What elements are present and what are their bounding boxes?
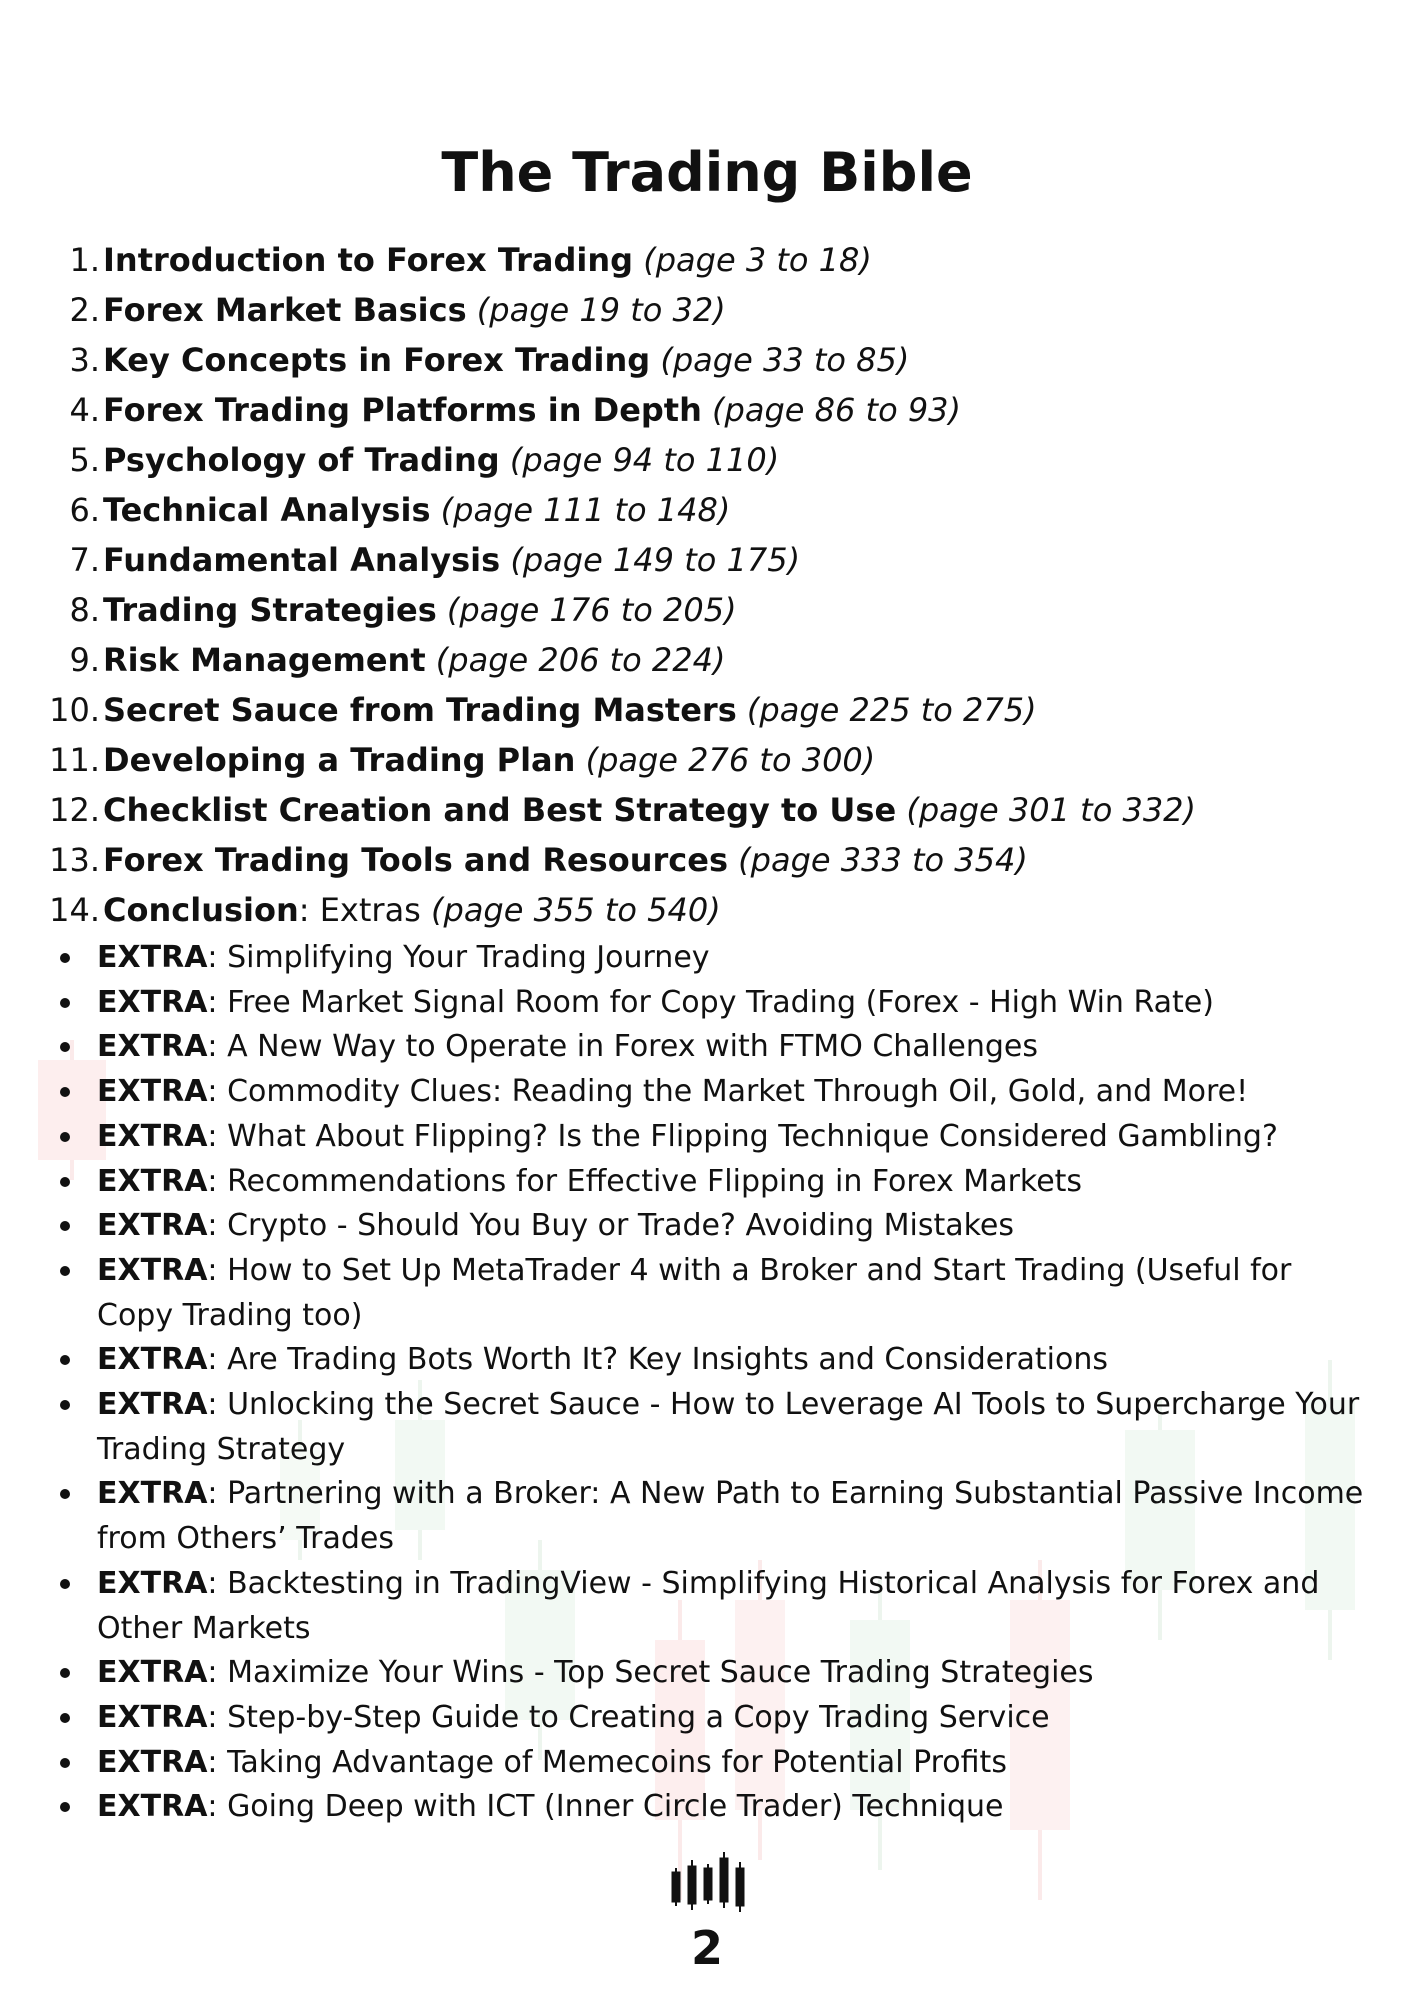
toc-item-title: Introduction to Forex Trading: [103, 241, 634, 279]
bullet-icon: [60, 1087, 70, 1097]
toc-item-pages: (page 33 to 85): [660, 341, 910, 379]
toc-item-number: 2.: [69, 291, 100, 329]
toc-item-title: Secret Sauce from Trading Masters: [103, 691, 737, 729]
toc-item-text: [103, 685, 1037, 735]
extra-text: Backtesting in TradingView - Simplifying Historical Analysis for Forex and Other Markets: [97, 1565, 1320, 1646]
toc-item-pages: (page 3 to 18): [643, 241, 872, 279]
extra-label: EXTRA: [97, 1387, 208, 1423]
toc-item: [0, 235, 1414, 285]
toc-item-text: [103, 885, 721, 935]
toc-item-pages: (page 94 to 110): [509, 441, 780, 479]
toc-item-number: 8.: [69, 591, 100, 629]
toc-item-number: 14.: [49, 891, 100, 929]
extra-label: EXTRA: [97, 1565, 208, 1601]
toc-item-text: [103, 485, 730, 535]
toc-item-title: Trading Strategies: [103, 591, 437, 629]
bullet-icon: [60, 998, 70, 1008]
extra-label: EXTRA: [97, 1476, 208, 1512]
candlestick-logo-icon: [668, 1848, 748, 1918]
toc-item: [0, 585, 1414, 635]
toc-item-number: 3.: [69, 341, 100, 379]
toc-item-text: [103, 235, 872, 285]
toc-item: [0, 285, 1414, 335]
bullet-icon: [60, 1042, 70, 1052]
toc-item: [0, 385, 1414, 435]
extra-text: Recommendations for Effective Flipping in Forex Markets: [227, 1163, 1083, 1199]
extra-item: EXTRA: Taking Advantage of Memecoins for Potential Profits: [0, 1741, 1414, 1786]
extra-item: EXTRA: Partnering with a Broker: A New Path to Earning Substantial Passive Income from Others’ Trades: [0, 1472, 1414, 1561]
toc-item-number: 7.: [69, 541, 100, 579]
extra-text: Going Deep with ICT (Inner Circle Trader) Technique: [227, 1789, 1004, 1825]
bullet-icon: [60, 1579, 70, 1589]
extra-item: EXTRA: How to Set Up MetaTrader 4 with a Broker and Start Trading (Useful for Copy Trading too): [0, 1249, 1414, 1338]
toc-item: [0, 785, 1414, 835]
extra-item: EXTRA: Commodity Clues: Reading the Market Through Oil, Gold, and More!: [0, 1070, 1414, 1115]
extra-label: EXTRA: [97, 1655, 208, 1691]
toc-item-text: [103, 335, 909, 385]
toc-item-number: 6.: [69, 491, 100, 529]
extra-label: EXTRA: [97, 1699, 208, 1735]
extra-item: EXTRA: Free Market Signal Room for Copy Trading (Forex - High Win Rate): [0, 981, 1414, 1026]
toc-item-number: 9.: [69, 641, 100, 679]
extra-item: EXTRA: Simplifying Your Trading Journey: [0, 936, 1414, 981]
extra-item: EXTRA: What About Flipping? Is the Flipping Technique Considered Gambling?: [0, 1115, 1414, 1160]
toc-item-pages: (page 333 to 354): [738, 841, 1028, 879]
bullet-icon: [60, 1713, 70, 1723]
toc-item-pages: (page 225 to 275): [746, 691, 1037, 729]
table-of-contents: [0, 235, 1414, 935]
toc-item-title: Risk Management: [103, 641, 426, 679]
extra-label: EXTRA: [97, 1029, 208, 1065]
bullet-icon: [60, 1132, 70, 1142]
extra-text: Crypto - Should You Buy or Trade? Avoiding Mistakes: [227, 1208, 1015, 1244]
bullet-icon: [60, 953, 70, 963]
extra-label: EXTRA: [97, 1163, 208, 1199]
toc-item: [0, 335, 1414, 385]
toc-item-title: Forex Market Basics: [103, 291, 467, 329]
toc-item-title: Technical Analysis: [103, 491, 431, 529]
extra-text: A New Way to Operate in Forex with FTMO Challenges: [227, 1029, 1038, 1065]
extra-text: Simplifying Your Trading Journey: [227, 940, 710, 975]
toc-item-pages: (page 19 to 32): [476, 291, 726, 329]
extra-label: EXTRA: [97, 1342, 208, 1378]
toc-item: [0, 735, 1414, 785]
extra-text: Unlocking the Secret Sauce - How to Leverage AI Tools to Supercharge Your Trading Strategy: [97, 1387, 1360, 1467]
toc-item-pages: (page 111 to 148): [440, 491, 731, 529]
toc-item-number: 11.: [49, 741, 100, 779]
bullet-icon: [60, 1355, 70, 1365]
extra-item: EXTRA: Going Deep with ICT (Inner Circle Trader) Technique: [0, 1785, 1414, 1830]
bullet-icon: [60, 1400, 70, 1410]
toc-item-title: Developing a Trading Plan: [103, 741, 576, 779]
toc-item-extras-label: : Extras: [298, 891, 432, 929]
extra-item: EXTRA: Recommendations for Effective Flipping in Forex Markets: [0, 1160, 1414, 1205]
toc-item-title: Checklist Creation and Best Strategy to Use: [103, 791, 897, 829]
extra-label: EXTRA: [97, 1252, 208, 1288]
extra-label: EXTRA: [97, 1789, 208, 1825]
extra-item: EXTRA: Backtesting in TradingView - Simplifying Historical Analysis for Forex and Other Markets: [0, 1562, 1414, 1651]
extra-text: How to Set Up MetaTrader 4 with a Broker and Start Trading (Useful for Copy Trading too): [97, 1252, 1292, 1333]
extra-text: Step-by-Step Guide to Creating a Copy Trading Service: [227, 1699, 1050, 1735]
extra-text: Partnering with a Broker: A New Path to Earning Substantial Passive Income from Others’ Trades: [97, 1476, 1364, 1557]
extra-text: Taking Advantage of Memecoins for Potential Profits: [227, 1744, 1007, 1780]
toc-item-text: [103, 785, 1196, 835]
toc-item-number: 10.: [49, 691, 100, 729]
extra-label: EXTRA: [97, 1744, 208, 1780]
toc-item: [0, 435, 1414, 485]
toc-item-title: Conclusion: [103, 891, 299, 929]
extra-text: Maximize Your Wins - Top Secret Sauce Trading Strategies: [227, 1655, 1094, 1691]
toc-item-number: 1.: [69, 241, 100, 279]
bullet-icon: [60, 1266, 70, 1276]
extra-item: EXTRA: Unlocking the Secret Sauce - How to Leverage AI Tools to Supercharge Your Trading Strategy: [0, 1383, 1414, 1472]
extra-text: Free Market Signal Room for Copy Trading (Forex - High Win Rate): [227, 984, 1214, 1020]
toc-item-title: Psychology of Trading: [103, 441, 500, 479]
toc-item: [0, 635, 1414, 685]
extra-item: EXTRA: A New Way to Operate in Forex with FTMO Challenges: [0, 1025, 1414, 1070]
extra-item: EXTRA: Crypto - Should You Buy or Trade? Avoiding Mistakes: [0, 1204, 1414, 1249]
page-number: 2: [690, 1921, 723, 1975]
toc-item-title: Key Concepts in Forex Trading: [103, 341, 651, 379]
toc-item-text: [103, 835, 1028, 885]
toc-item-text: [103, 535, 800, 585]
toc-item-title: Forex Trading Platforms in Depth: [103, 391, 702, 429]
toc-item-text: [103, 435, 779, 485]
toc-item-number: 12.: [49, 791, 100, 829]
bullet-icon: [60, 1489, 70, 1499]
toc-item-number: 13.: [49, 841, 100, 879]
bullet-icon: [60, 1758, 70, 1768]
toc-item-pages: (page 355 to 540): [431, 891, 721, 929]
toc-item-pages: (page 301 to 332): [906, 791, 1197, 829]
toc-item-number: 4.: [69, 391, 100, 429]
extra-item: EXTRA: Maximize Your Wins - Top Secret Sauce Trading Strategies: [0, 1651, 1414, 1696]
toc-item-pages: (page 86 to 93): [712, 391, 962, 429]
bullet-icon: [60, 1802, 70, 1812]
toc-item-number: 5.: [69, 441, 100, 479]
extra-label: EXTRA: [97, 984, 208, 1020]
toc-item-text: [103, 735, 875, 785]
extra-label: EXTRA: [97, 1208, 208, 1244]
extra-label: EXTRA: [97, 1074, 208, 1110]
extra-label: EXTRA: [97, 1118, 208, 1154]
toc-item-title: Fundamental Analysis: [103, 541, 501, 579]
toc-item: [0, 685, 1414, 735]
extra-label: EXTRA: [97, 940, 208, 975]
toc-item-text: [103, 635, 725, 685]
toc-item-pages: (page 206 to 224): [435, 641, 726, 679]
bullet-icon: [60, 1668, 70, 1678]
extras-list: [0, 936, 1414, 1830]
document-title: The Trading Bible: [441, 141, 973, 204]
extra-text: Commodity Clues: Reading the Market Through Oil, Gold, and More!: [227, 1074, 1249, 1110]
toc-item: [0, 885, 1414, 935]
bullet-icon: [60, 1221, 70, 1231]
bullet-icon: [60, 1177, 70, 1187]
extra-item: EXTRA: Step-by-Step Guide to Creating a Copy Trading Service: [0, 1696, 1414, 1741]
toc-item-text: [103, 385, 961, 435]
extra-text: Are Trading Bots Worth It? Key Insights and Considerations: [227, 1342, 1109, 1378]
toc-item: [0, 535, 1414, 585]
extra-item: EXTRA: Are Trading Bots Worth It? Key Insights and Considerations: [0, 1338, 1414, 1383]
toc-item-title: Forex Trading Tools and Resources: [103, 841, 728, 879]
extra-text: What About Flipping? Is the Flipping Technique Considered Gambling?: [227, 1118, 1278, 1154]
toc-item-pages: (page 176 to 205): [446, 591, 737, 629]
toc-item: [0, 835, 1414, 885]
toc-item: [0, 485, 1414, 535]
toc-item-text: [103, 585, 737, 635]
toc-item-pages: (page 149 to 175): [510, 541, 801, 579]
toc-item-pages: (page 276 to 300): [585, 741, 876, 779]
toc-item-text: [103, 285, 726, 335]
